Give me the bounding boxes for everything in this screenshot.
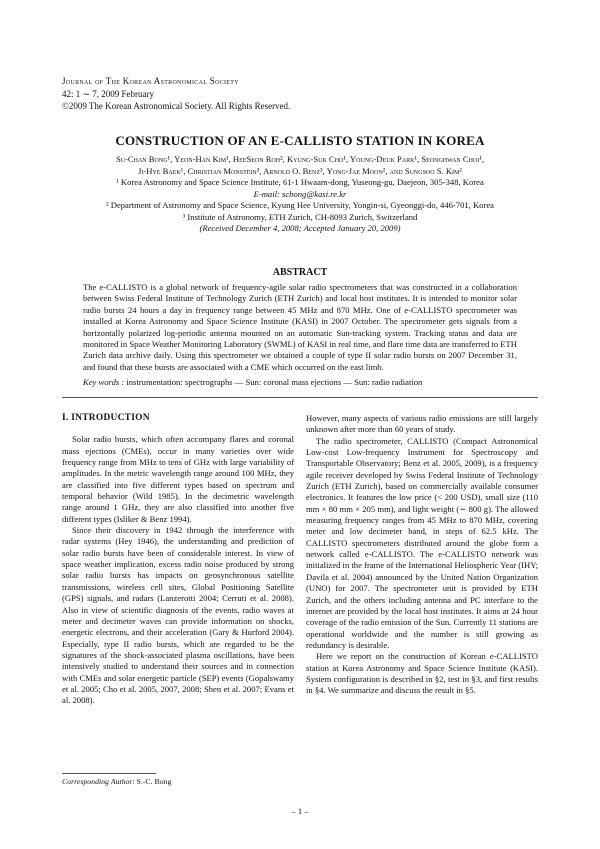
affiliation-3: ³ Institute of Astronomy, ETH Zurich, CH-8093 Zurich, Switzerland: [182, 211, 418, 222]
left-column: [62, 413, 294, 707]
page-number: – 1 –: [291, 806, 309, 816]
keywords-text: instrumentation: spectrographs — Sun: coronal mass ejections — Sun: radio radiation: [126, 377, 423, 387]
paragraph: Here we report on the construction of Korean e-CALLISTO station at Korea Astronomy and Space Science Institute (KASI). System configuration is described in §2, test in §3, and first results in §4. We summarize and discuss the result in §5.: [306, 651, 538, 696]
author-email: E-mail: scbong@kasi.re.kr: [253, 188, 347, 199]
journal-volume: 42: 1 ∼ 7, 2009 February: [62, 88, 155, 99]
footnote-divider: [62, 773, 156, 774]
abstract-text: The e-CALLISTO is a global network of frequency-agile solar radio spectrometers that was constructed in a collaboration between Swiss Federal Institute of Technology Zurich (ETH Zurich) and local host institutes. It is intended to monitor solar radio bursts 24 hours a day in frequency range between 45 MHz and 870 MHz. One of e-CALLISTO spectrometer was installed at Korea Astronomy and Space Science Institute (KASI) in 2007 October. The spectrometer gets signals from a horizontally polarized log-periodic antenna mounted on an automatic Sun-tracking system. Tracking status and data are monitored in Space Weather Monitoring Laboratory (SWML) of KASI in real time, and flare time data are transferred to ETH Zurich data archive daily. Using this spectrometer we obtained a couple of type II solar radio bursts on 2007 December 31, and found that these bursts are associated with a CME which occurred on the east limb.: [83, 282, 517, 372]
keywords-label: Key words :: [83, 377, 125, 387]
paragraph: Since their discovery in 1942 through the interference with radar systems (Hey 1946), the understanding and prediction of solar radio bursts have been of considerable interest. In view of space weather implication, excess radio noise produced by strong solar radio bursts has impacts on geosynchronous satellite transmissions, wireless cell sites, Global Positioning Satellite (GPS) signals, and radars (Lanzerotti 2004; Cerruti et al. 2008). Also in view of scientific diagnosis of the events, radio waves at meter and decimeter waves can provide information on shocks, energetic electrons, and their acceleration (Gary & Hurford 2004). Especially, type II radio bursts, which are regarded to be the signatures of the shock-associated plasma oscillations, have been intensively studied to understand their sources and in connection with CMEs and solar energetic particle (SEP) events (Gopalswamy et al. 2005; Cho et al. 2005, 2007, 2008; Shen et al. 2007; Evans et al. 2008).: [62, 525, 294, 706]
right-column: [306, 413, 538, 697]
footnote-value: : S.-C. Bong: [132, 777, 172, 786]
journal-copyright: ©2009 The Korean Astronomical Society. All Rights Reserved.: [62, 101, 291, 111]
affiliation-1: ¹ Korea Astronomy and Space Science Institute, 61-1 Hwaam-dong, Yuseong-gu, Daejeon, 305-348, Korea: [116, 177, 484, 187]
footnote-label: Corresponding Author: [62, 777, 133, 786]
keywords-line: [83, 377, 517, 388]
paragraph: Solar radio bursts, which often accompany flares and coronal mass ejections (CMEs), occur in many varieties over wide frequency range from MHz to tens of GHz with large variability of amplitudes. In the metric wavelength range around 100 MHz, they are classified into five different types based on spectrum and temporal behavior (Wild 1985). In the decimetric wavelength range around 1 GHz, they are also classified into another five different types (Isliker & Benz 1994).: [62, 434, 294, 524]
authors-line-2: Ji-Hye Baek¹, Christian Monstein³, Arnold O. Benz³, Yong-Jae Moon², and Sungsoo S. Kim²: [138, 165, 462, 176]
author-block: [60, 154, 540, 235]
paper-title: CONSTRUCTION OF AN E-CALLISTO STATION IN KOREA: [115, 133, 485, 148]
paragraph: The radio spectrometer, CALLISTO (Compact Astronomical Low-cost Low-frequency Instrument for Spectroscopy and Transportable Observatory; Benz et al. 2005, 2009), is a frequency agile receiver developed by Swiss Federal Institute of Technology Zurich (ETH Zurich), based on commercially available consumer electronics. It features the low price (< 200 USD), small size (110 mm × 80 mm × 205 mm), and light weight (∼ 800 g). The allowed measuring frequency ranges from 45 MHz to 870 MHz, covering meter and low decimeter band, in steps of 62.5 kHz. The CALLISTO spectrometers distributed around the globe form a network called e-CALLISTO. The e-CALLISTO network was initialized in the frame of the International Heliospheric Year (IHY; Davila et al. 2004) announced by the United Nation Organization (UNO) for 2007. The spectrometer unit is provided by ETH Zurich, and the others including antenna and PC interface to the internet are provided by the local host institutes. It aims at 24 hour coverage of the radio emission of the Sun. Currently 11 stations are operational worldwide and the number is still growing as redundancy is desirable.: [306, 435, 538, 650]
footnote: [62, 777, 171, 786]
section-divider: [62, 397, 538, 398]
journal-name: Journal of The Korean Astronomical Society: [62, 76, 239, 86]
received-dates: (Received December 4, 2008; Accepted January 20, 2009): [199, 223, 401, 233]
authors-line-1: Su-Chan Bong¹, Yeon-Han Kim¹, HeeSeon Roh², Kyung-Suk Cho¹, Young-Deuk Park¹, Seonghwan Choi¹,: [115, 154, 485, 164]
section-heading: I. INTRODUCTION: [62, 413, 150, 423]
affiliation-2: ² Department of Astronomy and Space Science, Kyung Hee University, Yongin-si, Gyeonggi-do, 446-701, Korea: [106, 200, 494, 210]
paragraph: However, many aspects of various radio emissions are still largely unknown after more than 60 years of study.: [306, 413, 538, 435]
abstract-heading: ABSTRACT: [272, 267, 328, 278]
journal-header: [62, 75, 290, 113]
